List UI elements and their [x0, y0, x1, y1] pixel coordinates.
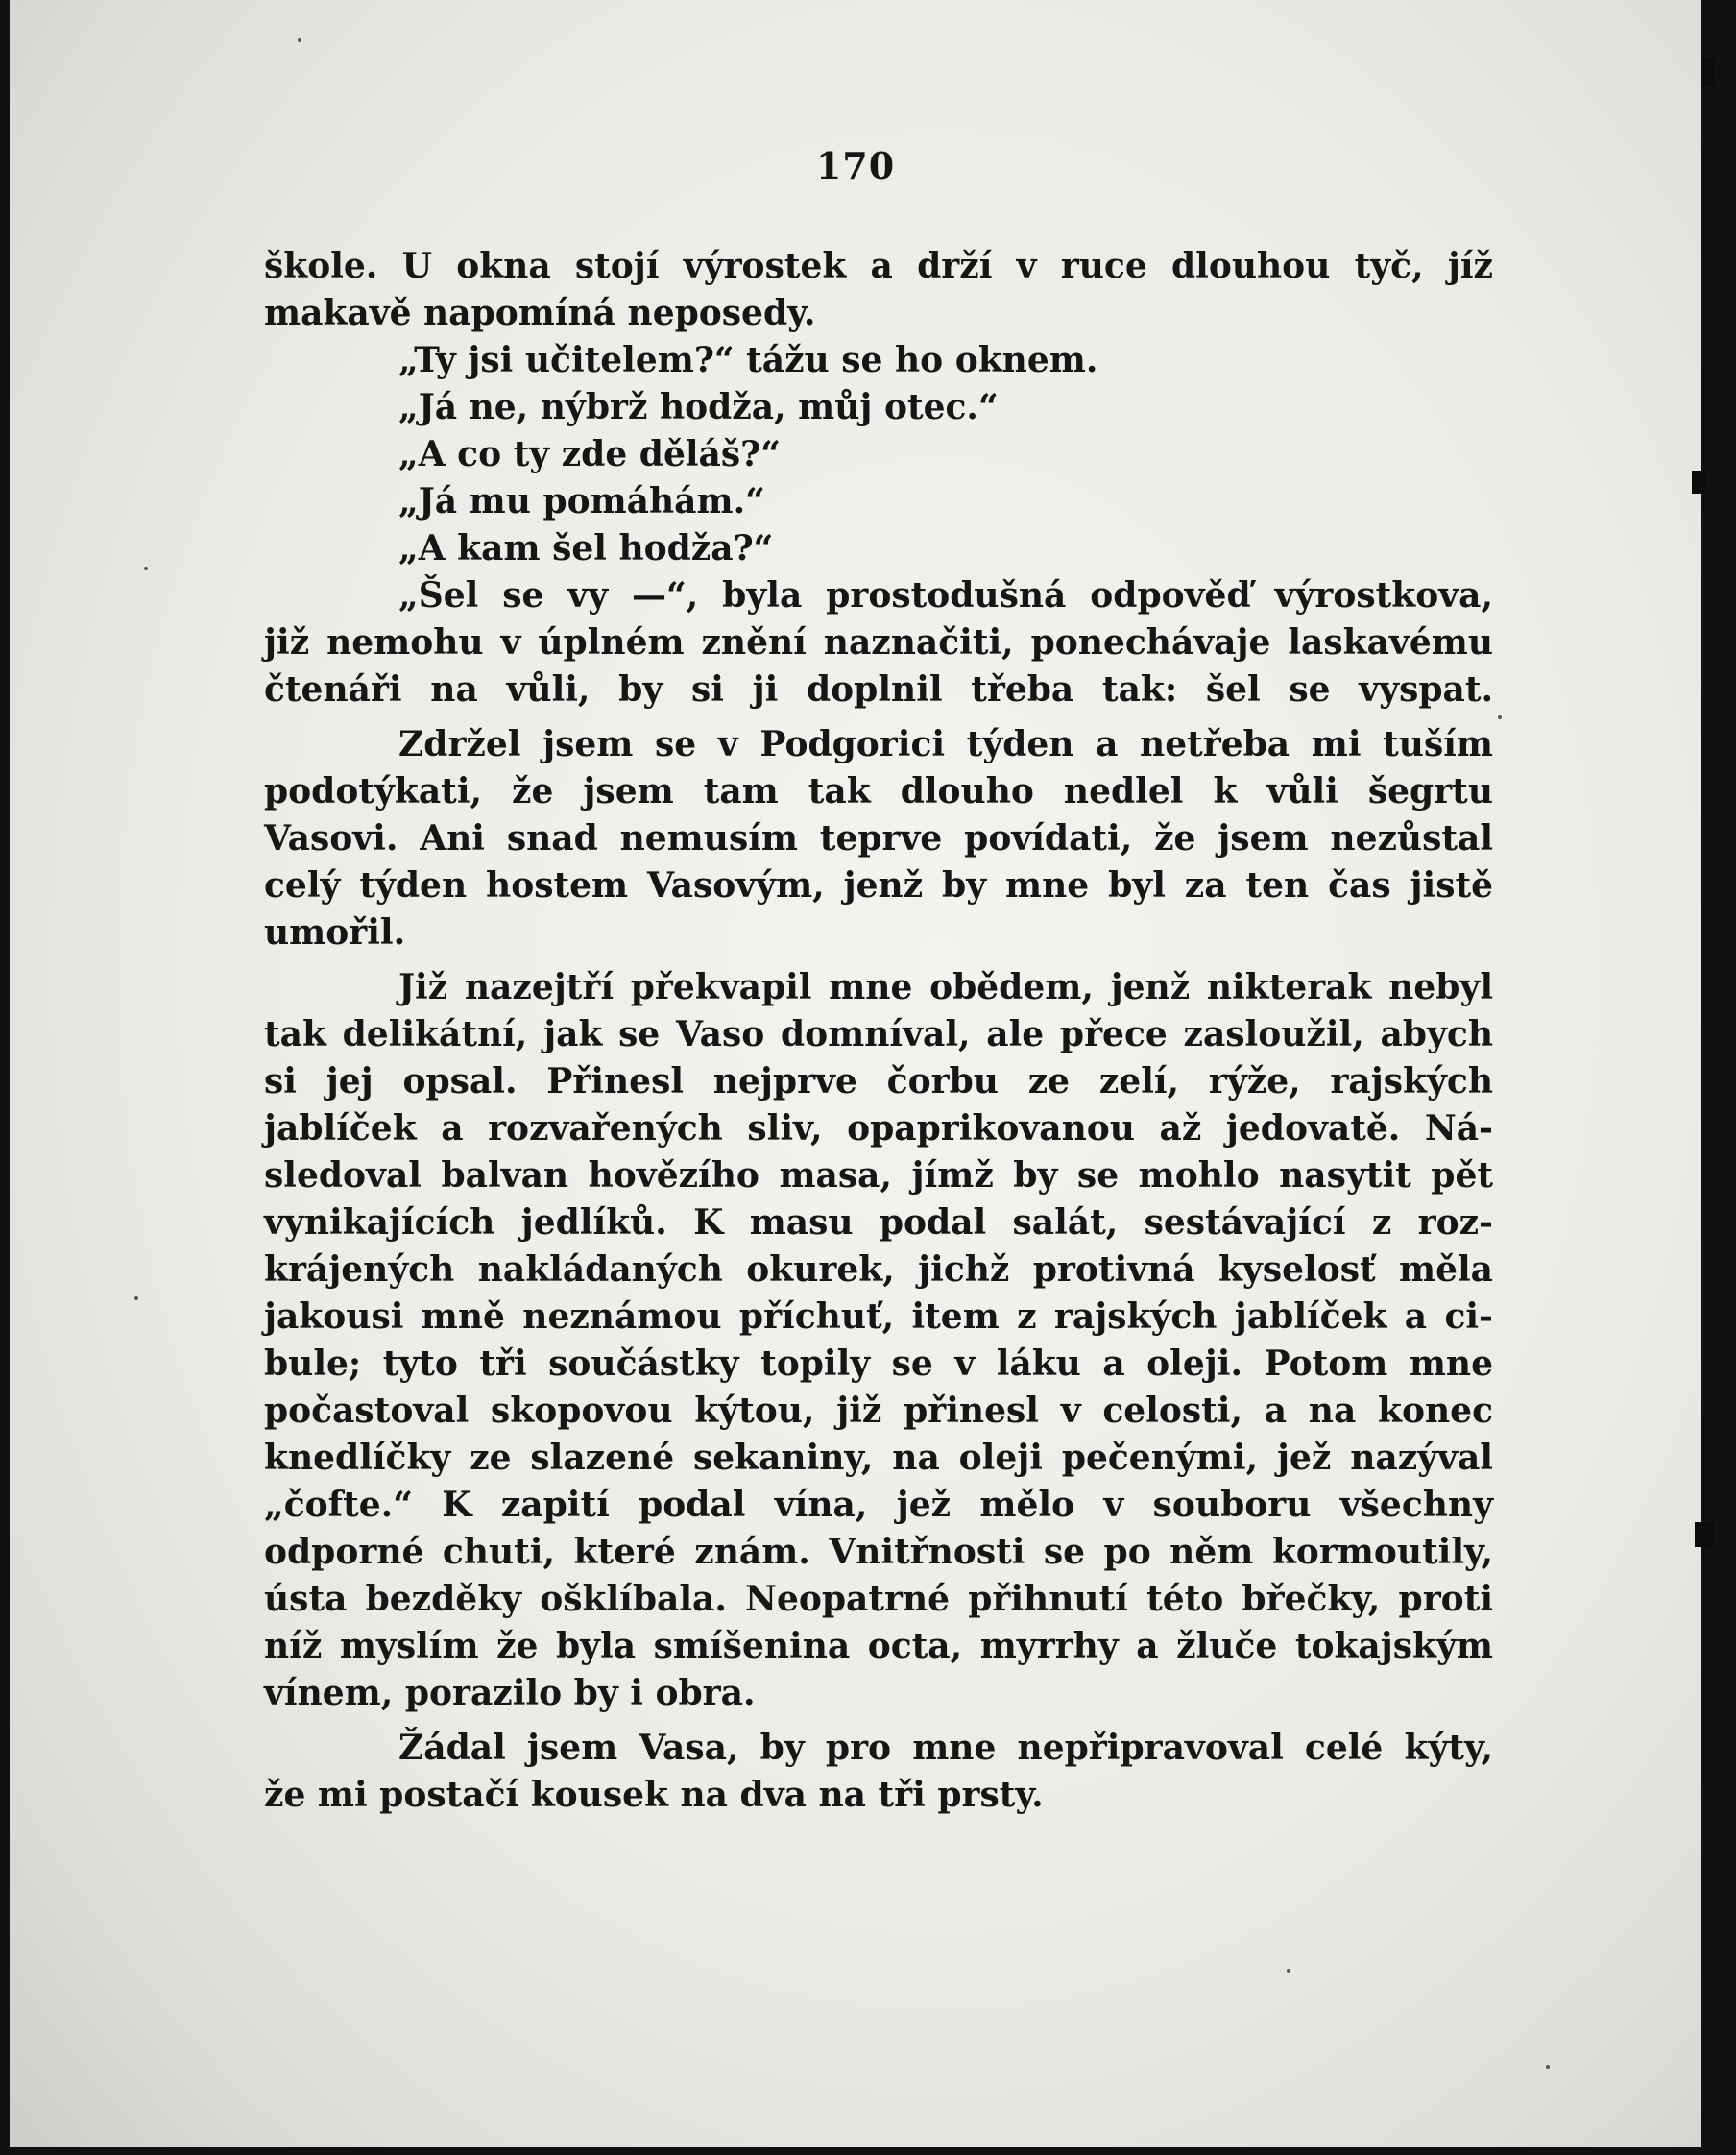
text-line: celý týden hostem Vasovým, jenž by mne byl za ten čas jistě — [264, 865, 1493, 906]
binding-edge-mark — [1701, 58, 1715, 86]
text-line: „Šel se vy —“, byla prostodušná odpověď výrostkova, — [398, 575, 1493, 616]
binding-edge-mark — [1695, 1522, 1714, 1547]
dust-speck — [134, 1296, 138, 1300]
text-line: vínem, porazilo by i obra. — [264, 1673, 756, 1713]
text-line: „čofte.“ K zapití podal vína, jež mělo v souboru všechny — [264, 1485, 1493, 1525]
text-line: tak delikátní, jak se Vaso domníval, ale přece zasloužil, abych — [264, 1014, 1493, 1054]
book-page — [10, 0, 1701, 2147]
text-line: vynikajících jedlíků. K masu podal salát, sestávající z roz- — [264, 1202, 1493, 1243]
body-text — [264, 243, 1493, 1819]
text-line: umořil. — [264, 912, 406, 953]
text-line: čtenáři na vůli, by si ji doplnil třeba tak: šel se vyspat. — [264, 669, 1493, 710]
text-line: makavě napomíná neposedy. — [264, 293, 816, 333]
dust-speck — [1498, 715, 1502, 719]
text-line: že mi postačí kousek na dva na tři prsty. — [264, 1775, 1044, 1815]
dialogue-line: „Já ne, nýbrž hodža, můj otec.“ — [398, 387, 999, 427]
text-line: Již nazejtří překvapil mne obědem, jenž nikterak nebyl — [398, 967, 1493, 1007]
text-line: krájených nakládaných okurek, jichž protivná kyselosť měla — [264, 1249, 1493, 1290]
text-line: škole. U okna stojí výrostek a drží v ruce dlouhou tyč, jíž — [264, 246, 1493, 286]
dialogue-line: „A kam šel hodža?“ — [398, 528, 774, 569]
text-line: podotýkati, že jsem tam tak dlouho nedlel k vůli šegrtu — [264, 771, 1493, 811]
dialogue-line: „A co ty zde děláš?“ — [398, 434, 781, 474]
text-line: jablíček a rozvařených sliv, opaprikovanou až jedovatě. Ná- — [264, 1108, 1493, 1149]
text-line: již nemohu v úplném znění naznačiti, ponechávaje laskavému — [264, 622, 1493, 663]
dust-speck — [1287, 1969, 1290, 1973]
text-line: bule; tyto tři součástky topily se v láku a oleji. Potom mne — [264, 1344, 1493, 1384]
text-line: níž myslím že byla smíšenina octa, myrrhy a žluče tokajským — [264, 1626, 1493, 1666]
text-line: Vasovi. Ani snad nemusím teprve povídati, že jsem nezůstal — [264, 818, 1493, 859]
text-line: knedlíčky ze slazené sekaniny, na oleji pečenými, jež nazýval — [264, 1438, 1493, 1478]
page-number: 170 — [815, 144, 896, 187]
text-line: Žádal jsem Vasa, by pro mne nepřipravoval celé kýty, — [398, 1728, 1493, 1768]
dialogue-line: „Ty jsi učitelem?“ tážu se ho oknem. — [398, 340, 1098, 380]
text-line: odporné chuti, které znám. Vnitřnosti se po něm kormoutily, — [264, 1532, 1493, 1572]
text-line: sledoval balvan hovězího masa, jímž by se mohlo nasytit pět — [264, 1155, 1493, 1196]
text-line: ústa bezděky ošklíbala. Neopatrné přihnutí této břečky, proti — [264, 1579, 1493, 1619]
dust-speck — [1546, 2065, 1550, 2069]
text-line: jakousi mně neznámou příchuť, item z rajských jablíček a ci- — [264, 1296, 1493, 1337]
dust-speck — [144, 567, 148, 570]
text-line: počastoval skopovou kýtou, již přinesl v celosti, a na konec — [264, 1391, 1493, 1431]
text-line: si jej opsal. Přinesl nejprve čorbu ze zelí, rýže, rajských — [264, 1061, 1493, 1102]
dialogue-line: „Já mu pomáhám.“ — [398, 481, 765, 521]
dust-speck — [298, 38, 301, 42]
text-line: Zdržel jsem se v Podgorici týden a netřeba mi tuším — [398, 724, 1493, 764]
binding-edge-mark — [1692, 471, 1705, 494]
